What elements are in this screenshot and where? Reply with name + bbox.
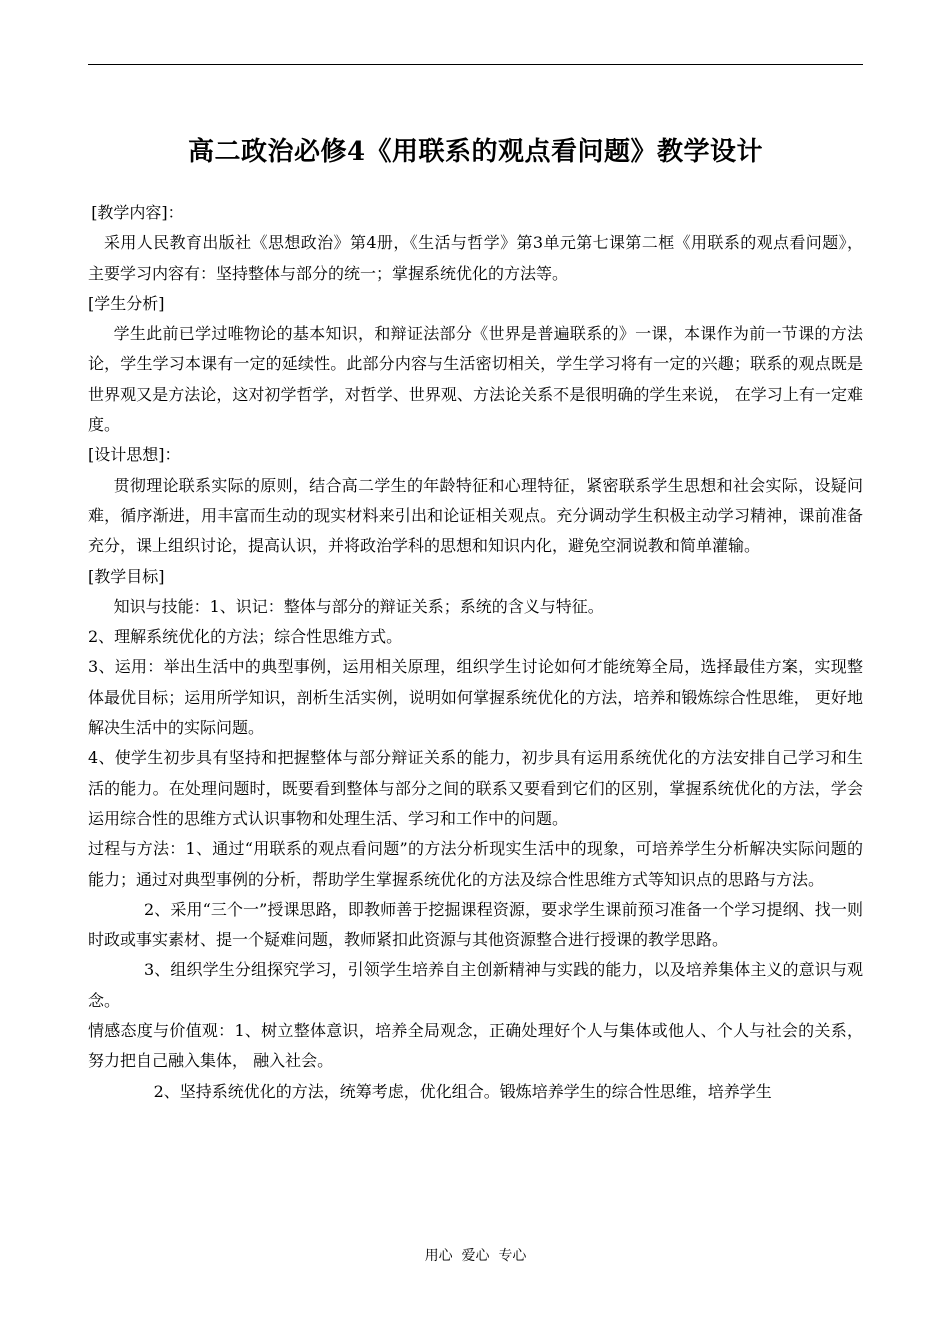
paragraph-knowledge-skills-2: 2、理解系统优化的方法；综合性思维方式。 xyxy=(88,627,403,647)
paragraph-student-analysis: 学生此前已学过唯物论的基本知识，和辩证法部分《世界是普遍联系的》一课，本课作为前一节课的方法论，学生学习本课有一定的延续性。此部分内容与生活密切相关，学生学习将有一定的兴趣；联系的观点既是世界观又是方法论，这对初学哲学，对哲学、世界观、方法论关系不是很明确的学生来说， 在学习上有一定难度。 xyxy=(88,324,863,435)
heading-design-thinking: [设计思想]： xyxy=(88,445,181,465)
paragraph-process-method-3: 3、组织学生分组探究学习，引领学生培养自主创新精神与实践的能力，以及培养集体主义的意识与观念。 xyxy=(88,960,863,1010)
paragraph-knowledge-skills-1: 知识与技能：1、识记：整体与部分的辩证关系；系统的含义与特征。 xyxy=(113,596,604,616)
header-rule xyxy=(88,64,863,65)
paragraph-knowledge-skills-4: 4、使学生初步具有坚持和把握整体与部分辩证关系的能力，初步具有运用系统优化的方法安排自己学习和生活的能力。在处理问题时，既要看到整体与部分之间的联系又要看到它们的区别，掌握系统优化的方法，学会运用综合性的思维方式认识事物和处理生活、学习和工作中的问题。 xyxy=(88,748,863,828)
document-body xyxy=(88,198,863,1107)
paragraph-teaching-content: 采用人民教育出版社《思想政治》第4册，《生活与哲学》第3单元第七课第二框《用联系的观点看问题》， 主要学习内容有：坚持整体与部分的统一；掌握系统优化的方法等。 xyxy=(88,233,863,283)
paragraph-emotion-values-1: 情感态度与价值观：1、树立整体意识，培养全局观念，正确处理好个人与集体或他人、个人与社会的关系， 努力把自己融入集体， 融入社会。 xyxy=(88,1021,863,1071)
page-footer: 用心 爱心 专心 xyxy=(424,1248,527,1264)
document-title: 高二政治必修4《用联系的观点看问题》教学设计 xyxy=(187,137,764,167)
heading-teaching-content: [教学内容]： xyxy=(91,203,184,222)
heading-student-analysis: [学生分析] xyxy=(88,293,165,313)
paragraph-knowledge-skills-3: 3、运用：举出生活中的典型事例，运用相关原理，组织学生讨论如何才能统筹全局，选择最佳方案，实现整体最优目标；运用所学知识，剖析生活实例，说明如何掌握系统优化的方法，培养和锻炼综合性思维， 更好地解决生活中的实际问题。 xyxy=(88,657,863,738)
paragraph-process-method-1: 过程与方法：1、通过“用联系的观点看问题”的方法分析现实生活中的现象，可培养学生分析解决实际问题的能力；通过对典型事例的分析，帮助学生掌握系统优化的方法及综合性思维方式等知识点的思路与方法。 xyxy=(88,839,863,889)
paragraph-process-method-2: 2、采用“三个一”授课思路，即教师善于挖掘课程资源，要求学生课前预习准备一个学习提纲、找一则时政或事实素材、提一个疑难问题，教师紧扣此资源与其他资源整合进行授课的教学思路。 xyxy=(88,899,863,950)
heading-teaching-objectives: [教学目标] xyxy=(88,566,165,586)
paragraph-emotion-values-2: 2、坚持系统优化的方法，统筹考虑，优化组合。锻炼培养学生的综合性思维，培养学生 xyxy=(153,1081,772,1101)
paragraph-design-thinking: 贯彻理论联系实际的原则，结合高二学生的年龄特征和心理特征，紧密联系学生思想和社会实际，设疑问难，循序渐进，用丰富而生动的现实材料来引出和论证相关观点。充分调动学生积极主动学习精神，课前准备充分，课上组织讨论，提高认识，并将政治学科的思想和知识内化，避免空洞说教和简单灌输。 xyxy=(88,475,863,556)
